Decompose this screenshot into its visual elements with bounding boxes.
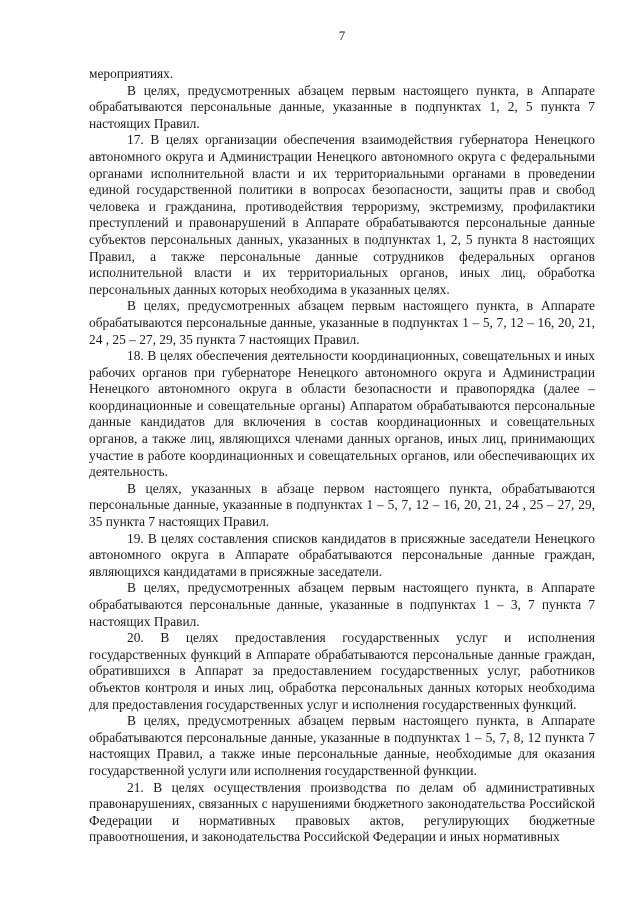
paragraph: В целях, указанных в абзаце первом настоящего пункта, обрабатываются персональные данные, указанные в подпунктах 1 – 5, 7, 12 – 16, 20, 21, 24 , 25 – 27, 29, 35 пункта 7 настоящих Правил. <box>89 480 595 530</box>
paragraph-continuation: мероприятиях. <box>89 66 174 81</box>
paragraph-item-17: 17. В целях организации обеспечения взаимодействия губернатора Ненецкого автономного округа и Администрации Ненецкого автономного округа с федеральными органами исполнительной власти и их территориальными органами в проведении единой государственной политики в вопросах безопасности, защиты прав и свобод человека и гражданина, противодействия терроризму, экстремизму, профилактики преступлений и правонарушений в Аппарате обрабатываются персональные данные субъектов персональных данных, указанных в подпунктах 1, 2, 5 пункта 8 настоящих Правил, а также персональные данные сотрудников федеральных органов исполнительной власти и их территориальных органов, иных лиц, обработка персональных данных которых необходима в указанных целях. <box>89 132 595 297</box>
paragraph: В целях, предусмотренных абзацем первым настоящего пункта, в Аппарате обрабатываются персональные данные, указанные в подпунктах 1 – 5, 7, 12 – 16, 20, 21, 24 , 25 – 27, 29, 35 пункта 7 настоящих Правил. <box>89 298 595 347</box>
document-page <box>89 28 595 846</box>
paragraph-item-19: 19. В целях составления списков кандидатов в присяжные заседатели Ненецкого автономного округа в Аппарате обрабатываются персональные данные граждан, являющихся кандидатами в присяжные заседатели. <box>89 530 595 579</box>
paragraph: В целях, предусмотренных абзацем первым настоящего пункта, в Аппарате обрабатываются персональные данные, указанные в подпунктах 1 – 5, 7, 8, 12 пункта 7 настоящих Правил, а также иные персональные данные, необходимые для оказания государственной услуги или исполнения государственной функции. <box>89 713 595 778</box>
paragraph-item-18: 18. В целях обеспечения деятельности координационных, совещательных и иных рабочих органов при губернаторе Ненецкого автономного округа и Администрации Ненецкого автономного округа в области безопасности и правопорядка (далее – координационные и совещательные органы) Аппаратом обрабатываются персональные данные кандидатов для включения в состав координационных и совещательных органов, а также лиц, являющихся членами данных органов, иных лиц, принимающих участие в работе координационных и совещательных органов, или обеспечивающих их деятельность. <box>89 348 595 480</box>
paragraph: В целях, предусмотренных абзацем первым настоящего пункта, в Аппарате обрабатываются персональные данные, указанные в подпунктах 1, 2, 5 пункта 7 настоящих Правил. <box>89 82 595 131</box>
paragraph: В целях, предусмотренных абзацем первым настоящего пункта, в Аппарате обрабатываются персональные данные, указанные в подпунктах 1 – 3, 7 пункта 7 настоящих Правил. <box>89 580 595 629</box>
page-number: 7 <box>338 28 346 43</box>
paragraph-item-21: 21. В целях осуществления производства по делам об административных правонарушениях, связанных с нарушениями бюджетного законодательства Российской Федерации и нормативных правовых актов, регулирующих бюджетные правоотношения, и законодательства Российской Федерации и иных нормативных <box>89 779 595 845</box>
paragraph-item-20: 20. В целях предоставления государственных услуг и исполнения государственных функций в Аппарате обрабатываются персональные данные граждан, обратившихся в Аппарат за предоставлением государственных услуг, работников объектов контроля и иных лиц, обработка персональных данных которых необходима для предоставления государственных услуг и исполнения государственных функций. <box>89 630 595 712</box>
